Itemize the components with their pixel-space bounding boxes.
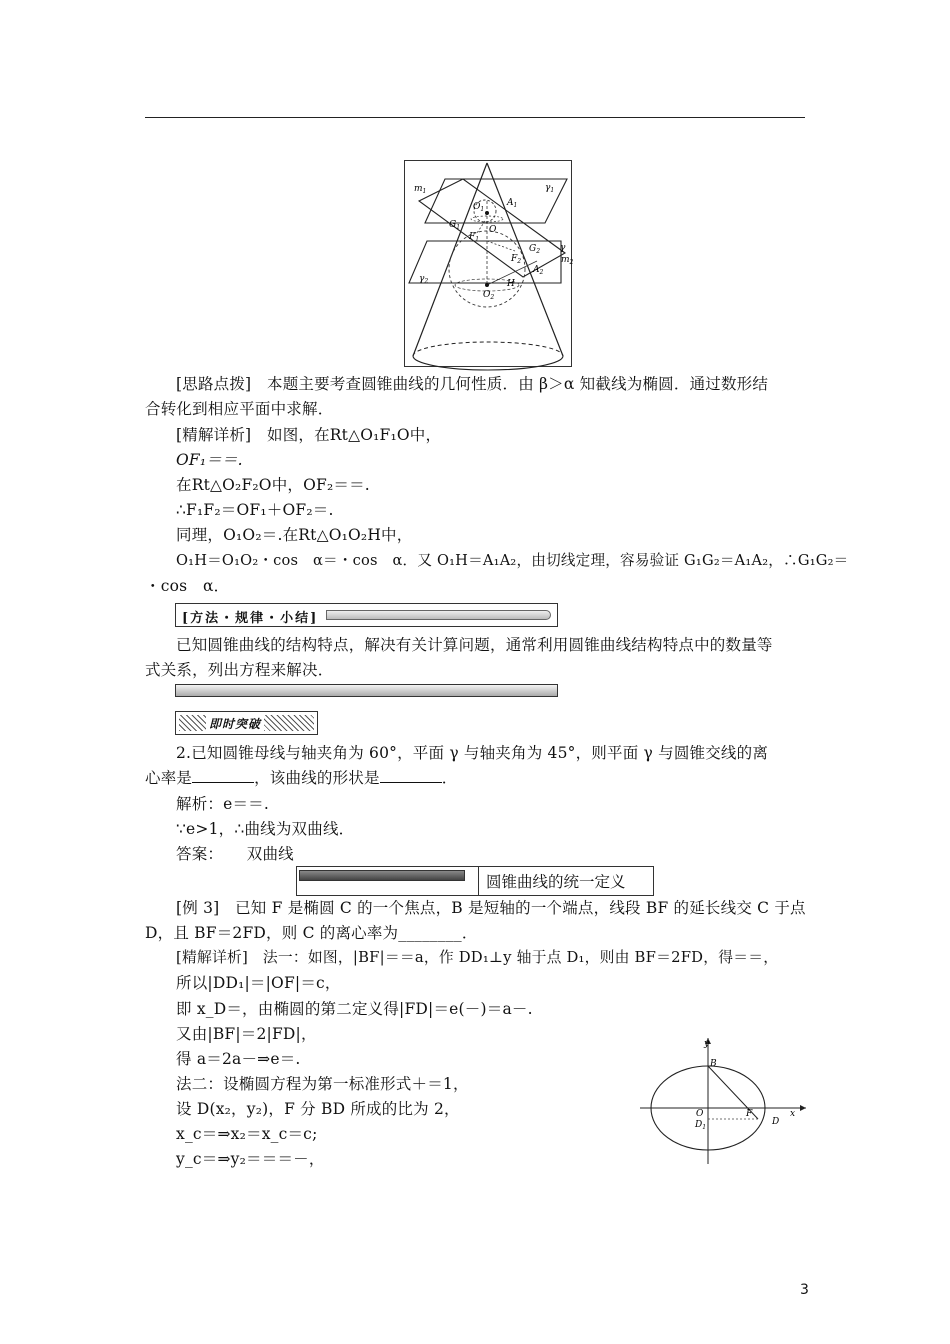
svg-text:G2: $G_2$ bbox=[529, 244, 541, 255]
text-line: 同理，O₁O₂＝.在Rt△O₁O₂H中， bbox=[176, 526, 413, 544]
svg-text:H: H bbox=[507, 279, 515, 289]
text-line: y_c＝⇒y₂＝＝＝－， bbox=[176, 1150, 325, 1168]
practice-title: 即时突破 bbox=[206, 715, 264, 732]
question-line: 心率是 ，该曲线的形状是 ． bbox=[145, 769, 458, 787]
header-rule bbox=[145, 117, 805, 118]
text-line: x_c＝⇒x₂＝x_c＝c; bbox=[176, 1125, 318, 1143]
text-line: 答案： 双曲线 bbox=[176, 845, 294, 863]
text-line: O₁H＝O₁O₂・cos α＝・cos α．又 O₁H＝A₁A₂，由切线定理，容易验证 G₁G₂＝A₁A₂，∴G₁G₂＝ bbox=[176, 552, 849, 569]
text-line: ・cos α． bbox=[145, 577, 230, 595]
text-line: 得 a＝2a－⇒e＝. bbox=[176, 1050, 301, 1068]
text-line: 法二：设椭圆方程为第一标准形式＋＝1， bbox=[176, 1075, 469, 1093]
svg-text:O2: $O_2$ bbox=[483, 290, 495, 301]
method-box-end-bar bbox=[175, 684, 558, 697]
svg-text:O: O bbox=[696, 1109, 704, 1119]
ellipse-figure bbox=[640, 1036, 812, 1166]
text-line: ∵e>1，∴曲线为双曲线． bbox=[176, 820, 355, 838]
method-summary-title: [方法・规律・小结] bbox=[182, 611, 319, 626]
svg-text:O1: $O_1$ bbox=[473, 202, 485, 213]
text-line: 解析：e＝＝. bbox=[176, 795, 270, 813]
svg-text:γ: γ bbox=[560, 243, 566, 253]
text-line: [精解详析] 如图，在Rt△O₁F₁O中， bbox=[176, 426, 442, 444]
page-number: 3 bbox=[800, 1282, 809, 1298]
svg-text:G1: $G_1$ bbox=[449, 220, 461, 231]
text-line: ∴F₁F₂＝OF₁＋OF₂＝. bbox=[176, 501, 334, 519]
svg-text:γ2: $\gamma_2$ bbox=[419, 274, 429, 285]
text-line: 已知圆锥曲线的结构特点，解决有关计算问题，通常利用圆锥曲线结构特点中的数量等 bbox=[176, 636, 773, 654]
cone-diagram bbox=[405, 161, 574, 366]
text-line: 所以|DD₁|＝|OF|＝c， bbox=[176, 974, 341, 992]
text-line: 式关系，列出方程来解决． bbox=[145, 661, 334, 679]
text-line: 设 D(x₂，y₂)，F 分 BD 所成的比为 2， bbox=[176, 1100, 460, 1118]
text-line: 即 x_D＝，由椭圆的第二定义得|FD|＝e(－)＝a－. bbox=[176, 1000, 533, 1018]
question-line: 2.已知圆锥母线与轴夹角为 60°，平面 γ 与轴夹角为 45°，则平面 γ 与圆锥交线的离 bbox=[176, 744, 769, 762]
svg-text:B: B bbox=[710, 1059, 717, 1069]
svg-text:A1: $A_1$ bbox=[507, 198, 518, 209]
svg-text:m2: $m_2$ bbox=[561, 255, 574, 266]
svg-text:F2: $F_2$ bbox=[511, 254, 522, 265]
svg-text:F1: $F_1$ bbox=[469, 232, 480, 243]
text-line: 又由|BF|＝2|FD|， bbox=[176, 1025, 317, 1043]
topic-title: 圆锥曲线的统一定义 bbox=[486, 873, 626, 891]
text-line: OF₁＝＝. bbox=[176, 451, 243, 469]
label-m1: m bbox=[414, 184, 423, 194]
text-line: [精解详析] 法一：如图，|BF|＝＝a，作 DD₁⊥y 轴于点 D₁，则由 BF＝2FD，得＝＝， bbox=[176, 949, 779, 966]
ellipse-diagram bbox=[640, 1036, 812, 1166]
topic-bar bbox=[299, 870, 465, 881]
text-line: D，且 BF＝2FD，则 C 的离心率为________． bbox=[145, 924, 478, 942]
practice-box bbox=[175, 711, 318, 735]
svg-text:F: F bbox=[746, 1109, 753, 1119]
answer-blank bbox=[380, 781, 442, 783]
answer-blank bbox=[192, 781, 254, 783]
text-line: 在Rt△O₂F₂O中，OF₂＝＝. bbox=[176, 476, 370, 494]
svg-text:D: D bbox=[772, 1117, 780, 1127]
svg-text:O: O bbox=[489, 225, 497, 235]
text-line: [思路点拨] 本题主要考查圆锥曲线的几何性质．由 β＞α 知截线为椭圆．通过数形结 bbox=[176, 375, 769, 393]
cone-figure bbox=[404, 160, 572, 367]
text-line: 合转化到相应平面中求解． bbox=[145, 400, 334, 418]
svg-text:D1: $D_1$ bbox=[695, 1120, 707, 1131]
method-summary-box bbox=[175, 603, 558, 627]
axis-y-label: y bbox=[704, 1039, 710, 1049]
decorative-bar bbox=[326, 610, 551, 620]
topic-header-box bbox=[296, 866, 654, 896]
svg-text:m1: $m_1$ bbox=[414, 184, 427, 195]
axis-x-label: x bbox=[790, 1109, 796, 1119]
svg-text:A2: $A_2$ bbox=[533, 265, 544, 276]
text-line: [例 3] 已知 F 是椭圆 C 的一个焦点，B 是短轴的一个端点，线段 BF 的延长线交 C 于点 bbox=[176, 899, 806, 917]
svg-text:γ1: $\gamma_1$ bbox=[545, 183, 555, 194]
